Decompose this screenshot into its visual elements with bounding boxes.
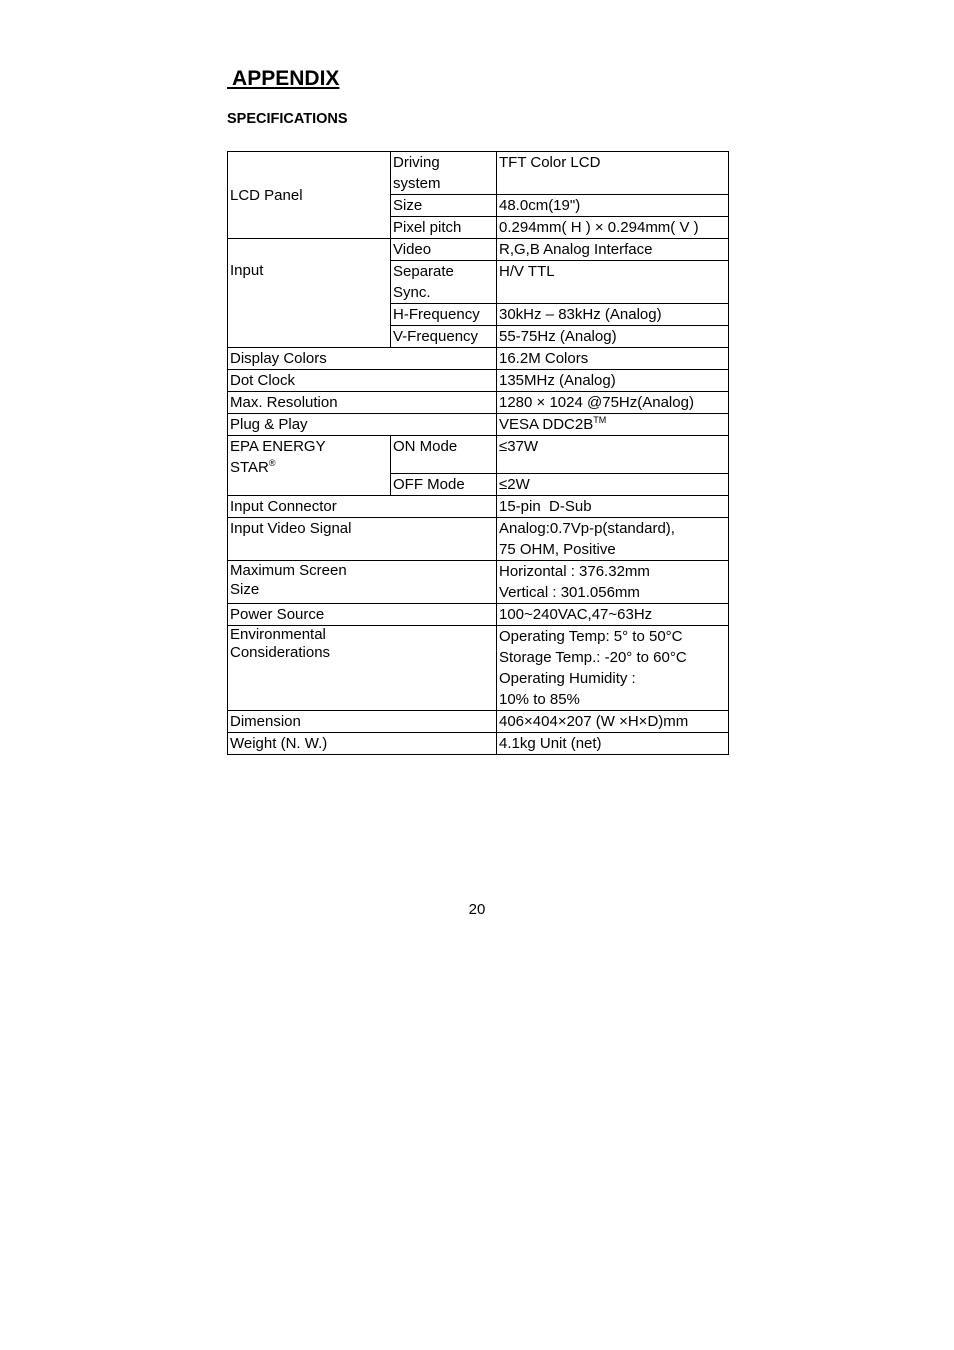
row-label-input-text: Input — [230, 262, 264, 279]
value-max-resolution: 1280 × 1024 @75Hz(Analog) — [497, 392, 729, 414]
attr-video: Video — [391, 239, 497, 261]
value-power-source: 100~240VAC,47~63Hz — [497, 604, 729, 626]
value-input-video-signal: Analog:0.7Vp-p(standard), 75 OHM, Positive — [497, 518, 729, 561]
row-label-plug-play: Plug & Play — [228, 414, 497, 436]
table-row — [228, 626, 729, 711]
row-label-epa — [228, 436, 391, 496]
page-number: 20 — [468, 901, 486, 918]
row-label-display-colors: Display Colors — [228, 348, 497, 370]
table-row — [228, 370, 729, 392]
table-row — [228, 239, 729, 261]
row-label-max-resolution: Max. Resolution — [228, 392, 497, 414]
value-environmental: Operating Temp: 5° to 50°C Storage Temp.: -20° to 60°C Operating Humidity : 10% to 85% — [497, 626, 729, 711]
section-title: SPECIFICATIONS — [227, 111, 348, 127]
row-label-weight: Weight (N. W.) — [228, 733, 497, 755]
attr-size: Size — [391, 195, 497, 217]
table-row — [228, 152, 729, 195]
value-driving-system: TFT Color LCD — [497, 152, 729, 195]
attr-v-frequency: V-Frequency — [391, 326, 497, 348]
value-input-connector: 15-pin D-Sub — [497, 496, 729, 518]
row-label-epa-star: STAR — [230, 459, 269, 476]
page-title: APPENDIX — [227, 67, 340, 90]
value-v-frequency: 55-75Hz (Analog) — [497, 326, 729, 348]
attr-pixel-pitch: Pixel pitch — [391, 217, 497, 239]
value-size: 48.0cm(19") — [497, 195, 729, 217]
table-row — [228, 436, 729, 474]
row-label-epa-line2 — [230, 459, 276, 476]
row-label-input-connector: Input Connector — [228, 496, 497, 518]
registered-mark: ® — [268, 458, 276, 468]
value-h-frequency: 30kHz – 83kHz (Analog) — [497, 304, 729, 326]
value-dimension: 406×404×207 (W ×H×D)mm — [497, 711, 729, 733]
attr-h-frequency: H-Frequency — [391, 304, 497, 326]
row-label-dimension: Dimension — [228, 711, 497, 733]
table-row — [228, 348, 729, 370]
value-separate-sync: H/V TTL — [497, 261, 729, 304]
row-label-power-source: Power Source — [228, 604, 497, 626]
value-plug-play-text: VESA DDC2B — [499, 416, 594, 433]
table-row — [228, 733, 729, 755]
value-on-mode: ≤37W — [497, 436, 729, 474]
value-off-mode: ≤2W — [497, 474, 729, 496]
trademark-mark: TM — [593, 415, 607, 425]
attr-separate-sync: Separate Sync. — [391, 261, 497, 304]
value-pixel-pitch: 0.294mm( H ) × 0.294mm( V ) — [497, 217, 729, 239]
row-label-dot-clock: Dot Clock — [228, 370, 497, 392]
value-weight: 4.1kg Unit (net) — [497, 733, 729, 755]
row-label-input — [228, 239, 391, 348]
row-label-environmental: Environmental Considerations — [228, 626, 497, 711]
table-row — [228, 518, 729, 561]
table-row — [228, 711, 729, 733]
table-row — [228, 604, 729, 626]
row-label-max-screen-size: Maximum Screen Size — [228, 561, 497, 604]
table-row — [228, 392, 729, 414]
value-video: R,G,B Analog Interface — [497, 239, 729, 261]
table-row — [228, 561, 729, 604]
row-label-epa-line1: EPA ENERGY — [230, 438, 326, 455]
row-label-lcd-panel: LCD Panel — [228, 152, 391, 239]
attr-on-mode: ON Mode — [391, 436, 497, 474]
value-dot-clock: 135MHz (Analog) — [497, 370, 729, 392]
table-row — [228, 496, 729, 518]
value-plug-play — [497, 414, 729, 436]
attr-off-mode: OFF Mode — [391, 474, 497, 496]
value-display-colors: 16.2M Colors — [497, 348, 729, 370]
attr-driving-system: Driving system — [391, 152, 497, 195]
value-max-screen-size: Horizontal : 376.32mm Vertical : 301.056mm — [497, 561, 729, 604]
row-label-input-video-signal: Input Video Signal — [228, 518, 497, 561]
specifications-table — [227, 151, 729, 755]
table-row — [228, 414, 729, 436]
